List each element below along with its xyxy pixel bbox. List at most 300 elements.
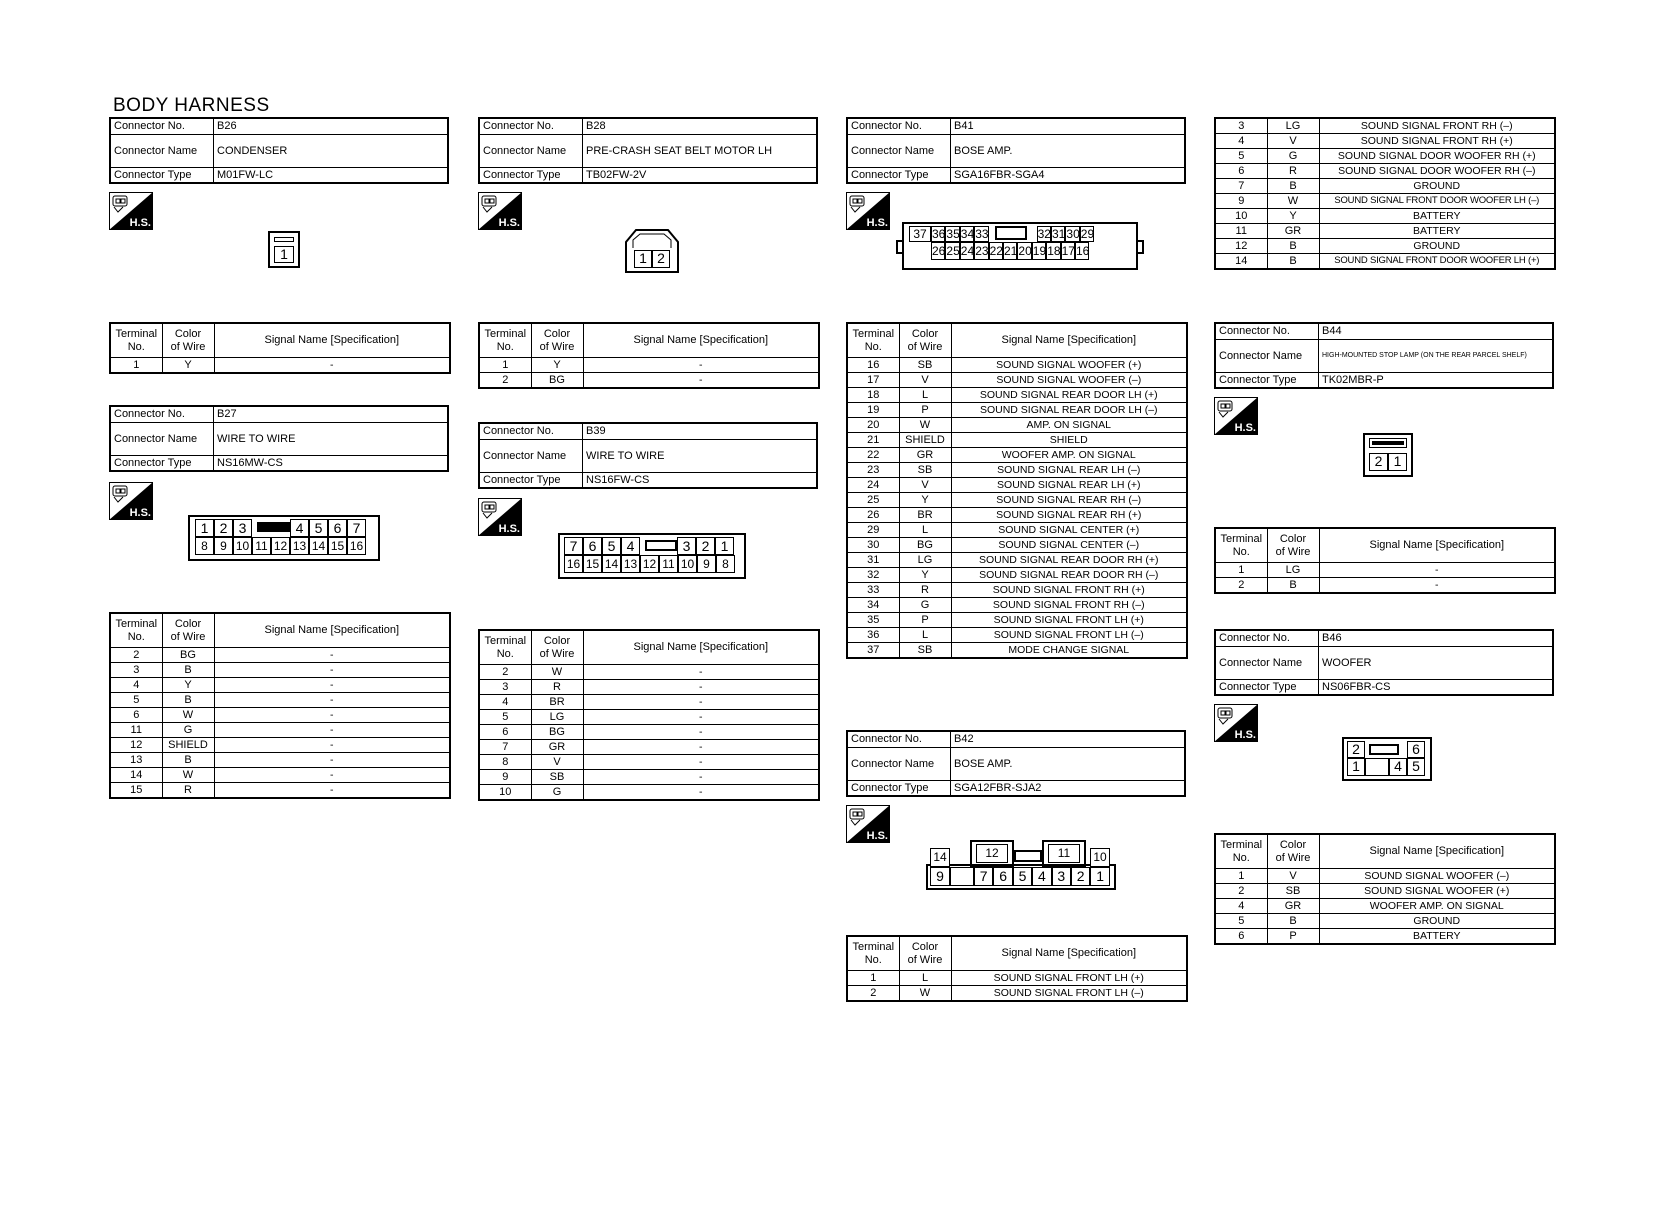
connector-face-b46 [1342, 737, 1432, 781]
signal-name-cell: BATTERY [1319, 209, 1555, 224]
terminal-no-cell: 11 [1215, 224, 1267, 239]
terminal-no-cell: 12 [110, 738, 162, 753]
pin: 14 [930, 848, 950, 867]
pin: 1 [1347, 758, 1365, 776]
terminal-no-cell: 5 [1215, 149, 1267, 164]
pin: 25 [946, 244, 960, 258]
harness-side-icon [1214, 704, 1258, 742]
signal-name-cell: SOUND SIGNAL FRONT RH (–) [1319, 118, 1555, 134]
terminal-no-cell: 4 [110, 678, 162, 693]
terminal-no-cell: 1 [1215, 563, 1267, 578]
harness-side-icon [478, 498, 522, 536]
header-line: No. [1232, 851, 1250, 864]
table-row [479, 770, 819, 785]
signal-name-cell: - [583, 665, 819, 680]
pin: 16 [347, 537, 366, 555]
signal-name-cell: SOUND SIGNAL CENTER (–) [951, 538, 1187, 553]
terminal-no-cell: 10 [1215, 209, 1267, 224]
wire-color-cell: SB [899, 463, 951, 478]
wire-color-cell: R [531, 680, 583, 695]
wire-color-cell: V [899, 478, 951, 493]
terminal-no-cell: 20 [847, 418, 899, 433]
header-line: Color [543, 634, 571, 647]
pin: 13 [290, 537, 309, 555]
pin: 12 [271, 537, 290, 555]
table-row [110, 738, 450, 753]
page-title: BODY HARNESS [113, 95, 270, 116]
table-row [110, 663, 450, 678]
color-header [531, 630, 583, 665]
terminal-no-cell: 19 [847, 403, 899, 418]
wire-color-cell: W [162, 768, 214, 783]
wire-color-cell: BG [531, 725, 583, 740]
table-row [479, 755, 819, 770]
pin: 10 [1090, 848, 1110, 867]
signal-name-header: Signal Name [Specification] [583, 323, 819, 358]
wire-color-cell: R [1267, 164, 1319, 179]
table-row [847, 478, 1187, 493]
wire-color-cell: B [1267, 179, 1319, 194]
pin: 2 [1347, 741, 1365, 758]
hs-label: H.S. [129, 217, 151, 229]
harness-side-icon [109, 482, 153, 520]
table-row [479, 785, 819, 801]
table-row [847, 448, 1187, 463]
wire-color-cell: P [899, 613, 951, 628]
connector-info-b44 [1214, 322, 1554, 389]
terminal-no-cell: 15 [110, 783, 162, 799]
table-row [110, 648, 450, 663]
terminal-no-cell: 6 [479, 725, 531, 740]
pin: 1 [274, 246, 294, 263]
table-row [110, 678, 450, 693]
pin: 2 [696, 537, 715, 555]
connector-type-value: TK02MBR-P [1319, 372, 1554, 388]
connector-no-label: Connector No. [847, 118, 951, 134]
table-row [1215, 578, 1555, 594]
terminal-no-cell: 31 [847, 553, 899, 568]
terminal-no-cell: 5 [479, 710, 531, 725]
pin: 30 [1066, 227, 1080, 241]
terminal-no-cell: 22 [847, 448, 899, 463]
table-row [1215, 884, 1555, 899]
terminal-no-cell: 6 [1215, 164, 1267, 179]
terminal-table-b44 [1214, 527, 1556, 594]
wire-color-cell: W [1267, 194, 1319, 209]
pin: 33 [975, 227, 989, 241]
terminal-no-cell: 2 [1215, 578, 1267, 594]
harness-side-icon [846, 805, 890, 843]
terminal-no-cell: 14 [110, 768, 162, 783]
signal-name-cell: - [583, 725, 819, 740]
signal-name-header: Signal Name [Specification] [214, 323, 450, 358]
signal-name-cell: SOUND SIGNAL FRONT RH (+) [1319, 134, 1555, 149]
signal-name-cell: SOUND SIGNAL FRONT LH (–) [951, 986, 1187, 1002]
table-row [847, 583, 1187, 598]
signal-name-cell: - [214, 753, 450, 768]
signal-name-cell: SOUND SIGNAL FRONT RH (–) [951, 598, 1187, 613]
wire-color-cell: L [899, 388, 951, 403]
wire-color-cell: Y [899, 493, 951, 508]
signal-name-cell: - [583, 695, 819, 710]
wire-color-cell: B [162, 753, 214, 768]
terminal-no-cell: 11 [110, 723, 162, 738]
signal-name-cell: GROUND [1319, 914, 1555, 929]
signal-name-header: Signal Name [Specification] [1319, 528, 1555, 563]
wire-color-cell: BR [531, 695, 583, 710]
connector-name-value: WIRE TO WIRE [214, 422, 449, 455]
wire-color-cell: L [899, 628, 951, 643]
connector-no-value: B41 [951, 118, 1186, 134]
wire-color-cell: B [162, 693, 214, 708]
terminal-no-cell: 3 [1215, 118, 1267, 134]
connector-name-value: WIRE TO WIRE [583, 439, 818, 472]
wire-color-cell: SB [531, 770, 583, 785]
table-row [847, 418, 1187, 433]
terminal-no-cell: 23 [847, 463, 899, 478]
pin: 32 [1037, 227, 1051, 241]
header-line: Color [911, 327, 939, 340]
signal-name-cell: - [583, 785, 819, 801]
terminal-no-cell: 26 [847, 508, 899, 523]
wire-color-cell: W [531, 665, 583, 680]
terminal-no-cell: 7 [1215, 179, 1267, 194]
terminal-no-cell: 17 [847, 373, 899, 388]
hs-label: H.S. [498, 217, 520, 229]
pin: 4 [1032, 867, 1051, 886]
harness-side-icon [478, 192, 522, 230]
pin: 12 [640, 555, 659, 573]
pin: 17 [1061, 244, 1075, 258]
terminal-no-cell: 12 [1215, 239, 1267, 254]
signal-name-cell: AMP. ON SIGNAL [951, 418, 1187, 433]
terminal-table-b41 [846, 322, 1188, 659]
terminal-no-cell: 3 [479, 680, 531, 695]
header-line: Terminal [852, 940, 895, 953]
pin: 18 [1047, 244, 1061, 258]
table-row [479, 358, 819, 373]
table-row [110, 358, 450, 374]
table-row [110, 753, 450, 768]
terminal-no-cell: 35 [847, 613, 899, 628]
header-line: Color [174, 327, 202, 340]
terminal-table-b46 [1214, 833, 1556, 945]
signal-name-cell: - [583, 680, 819, 695]
pin: 4 [1389, 758, 1407, 776]
connector-type-label: Connector Type [479, 167, 583, 183]
header-line: Color [543, 327, 571, 340]
pin: 8 [716, 555, 735, 573]
pin: 4 [290, 519, 309, 537]
table-row [1215, 254, 1555, 270]
connector-face-b27 [188, 515, 380, 561]
pin: 15 [583, 555, 602, 573]
connector-name-value: PRE-CRASH SEAT BELT MOTOR LH [583, 134, 818, 167]
table-row [479, 710, 819, 725]
connector-no-label: Connector No. [479, 118, 583, 134]
header-line: No. [496, 340, 514, 353]
table-row [1215, 164, 1555, 179]
signal-name-cell: SOUND SIGNAL REAR LH (+) [951, 478, 1187, 493]
pin: 7 [974, 867, 993, 886]
signal-name-cell: SOUND SIGNAL REAR DOOR LH (–) [951, 403, 1187, 418]
wire-color-cell: V [899, 373, 951, 388]
pin: 16 [564, 555, 583, 573]
table-row [847, 523, 1187, 538]
terminal-no-header [479, 323, 531, 358]
table-row [847, 493, 1187, 508]
terminal-no-cell: 14 [1215, 254, 1267, 270]
color-header [1267, 528, 1319, 563]
header-line: Terminal [484, 327, 527, 340]
terminal-no-cell: 8 [479, 755, 531, 770]
wire-color-cell: GR [531, 740, 583, 755]
connector-type-value: NS16FW-CS [583, 472, 818, 488]
pin: 5 [1407, 758, 1425, 776]
harness-side-icon [109, 192, 153, 230]
pin: 1 [634, 250, 652, 268]
connector-type-label: Connector Type [1215, 679, 1319, 695]
terminal-no-cell: 18 [847, 388, 899, 403]
header-line: No. [1232, 545, 1250, 558]
header-line: No. [127, 340, 145, 353]
connector-name-label: Connector Name [110, 134, 214, 167]
harness-side-icon [846, 192, 890, 230]
signal-name-cell: SOUND SIGNAL DOOR WOOFER RH (+) [1319, 149, 1555, 164]
terminal-no-cell: 24 [847, 478, 899, 493]
wire-color-cell: Y [162, 358, 214, 374]
signal-name-cell: - [1319, 563, 1555, 578]
connector-face-b44 [1363, 433, 1413, 477]
signal-name-cell: SOUND SIGNAL FRONT LH (+) [951, 971, 1187, 986]
table-row [847, 373, 1187, 388]
pin: 34 [960, 227, 975, 241]
signal-name-cell: SOUND SIGNAL CENTER (+) [951, 523, 1187, 538]
connector-name-value: BOSE AMP. [951, 747, 1186, 780]
connector-no-label: Connector No. [110, 118, 214, 134]
table-row [1215, 899, 1555, 914]
table-row [479, 665, 819, 680]
terminal-no-cell: 6 [1215, 929, 1267, 945]
pin: 11 [1048, 844, 1080, 863]
terminal-table-b26 [109, 322, 451, 374]
table-row [110, 693, 450, 708]
wire-color-cell: BG [162, 648, 214, 663]
table-row [847, 538, 1187, 553]
connector-name-label: Connector Name [479, 439, 583, 472]
connector-name-label: Connector Name [847, 747, 951, 780]
header-line: Color [1279, 838, 1307, 851]
wire-color-cell: G [899, 598, 951, 613]
table-row [847, 643, 1187, 659]
terminal-no-cell: 16 [847, 358, 899, 373]
header-line: of Wire [1275, 545, 1311, 558]
connector-no-value: B28 [583, 118, 818, 134]
signal-name-cell: SOUND SIGNAL REAR DOOR LH (+) [951, 388, 1187, 403]
pin: 35 [946, 227, 960, 241]
signal-name-cell: - [214, 738, 450, 753]
hs-label: H.S. [1234, 422, 1256, 434]
pin: 10 [233, 537, 252, 555]
signal-name-cell: BATTERY [1319, 224, 1555, 239]
connector-type-label: Connector Type [479, 472, 583, 488]
connector-info-b28 [478, 117, 818, 184]
pin: 3 [677, 537, 696, 555]
pin: 24 [960, 244, 975, 258]
connector-name-label: Connector Name [847, 134, 951, 167]
header-line: No. [864, 340, 882, 353]
table-row [1215, 563, 1555, 578]
header-line: Color [174, 617, 202, 630]
hs-label: H.S. [866, 217, 888, 229]
header-line: of Wire [539, 647, 575, 660]
terminal-no-cell: 2 [1215, 884, 1267, 899]
connector-info-b39 [478, 422, 818, 489]
connector-name-label: Connector Name [110, 422, 214, 455]
connector-type-label: Connector Type [847, 167, 951, 183]
empty-cavity [1365, 758, 1389, 776]
pin: 31 [1052, 227, 1066, 241]
connector-name-label: Connector Name [1215, 646, 1319, 679]
header-line: of Wire [907, 953, 943, 966]
signal-name-cell: SOUND SIGNAL REAR DOOR RH (+) [951, 553, 1187, 568]
pin: 8 [195, 537, 214, 555]
terminal-table-b27 [109, 612, 451, 799]
signal-name-cell: SOUND SIGNAL REAR DOOR RH (–) [951, 568, 1187, 583]
wire-color-cell: V [531, 755, 583, 770]
signal-name-cell: - [1319, 578, 1555, 594]
header-line: Color [1279, 532, 1307, 545]
pin: 1 [715, 537, 734, 555]
signal-name-cell: GROUND [1319, 239, 1555, 254]
header-line: Terminal [852, 327, 895, 340]
pin: 2 [1369, 453, 1388, 471]
pin: 9 [697, 555, 716, 573]
table-row [1215, 149, 1555, 164]
wire-color-cell: BG [899, 538, 951, 553]
terminal-no-cell: 21 [847, 433, 899, 448]
connector-type-value: SGA16FBR-SGA4 [951, 167, 1186, 183]
wire-color-cell: SHIELD [899, 433, 951, 448]
wire-color-cell: Y [899, 568, 951, 583]
table-row [1215, 209, 1555, 224]
terminal-no-cell: 9 [479, 770, 531, 785]
pin: 14 [602, 555, 621, 573]
pin: 4 [621, 537, 640, 555]
wire-color-cell: LG [531, 710, 583, 725]
wire-color-cell: L [899, 971, 951, 986]
wire-color-cell: LG [1267, 118, 1319, 134]
table-row [847, 971, 1187, 986]
pin: 22 [989, 244, 1003, 258]
signal-name-cell: SOUND SIGNAL REAR RH (–) [951, 493, 1187, 508]
wire-color-cell: P [1267, 929, 1319, 945]
connector-name-value: BOSE AMP. [951, 134, 1186, 167]
connector-info-b42 [846, 730, 1186, 797]
terminal-no-cell: 1 [847, 971, 899, 986]
hs-label: H.S. [498, 523, 520, 535]
terminal-no-cell: 33 [847, 583, 899, 598]
table-row [479, 373, 819, 389]
pin: 12 [976, 844, 1008, 863]
connector-type-label: Connector Type [110, 167, 214, 183]
signal-name-cell: BATTERY [1319, 929, 1555, 945]
wire-color-cell: SB [899, 643, 951, 659]
signal-name-cell: SOUND SIGNAL FRONT DOOR WOOFER LH (–) [1319, 194, 1555, 209]
wire-color-cell: P [899, 403, 951, 418]
pin: 6 [583, 537, 602, 555]
terminal-no-cell: 4 [479, 695, 531, 710]
wire-color-cell: GR [1267, 224, 1319, 239]
signal-name-cell: SOUND SIGNAL WOOFER (–) [951, 373, 1187, 388]
connector-face-b28 [624, 228, 680, 274]
connector-no-label: Connector No. [1215, 630, 1319, 646]
header-line: Color [911, 940, 939, 953]
connector-no-value: B39 [583, 423, 818, 439]
connector-info-b27 [109, 405, 449, 472]
connector-info-b46 [1214, 629, 1554, 696]
connector-type-value: TB02FW-2V [583, 167, 818, 183]
wire-color-cell: B [1267, 578, 1319, 594]
header-line: Terminal [115, 327, 158, 340]
connector-face-b26 [268, 231, 300, 268]
pin: 36 [932, 227, 946, 241]
header-line: Terminal [1220, 838, 1263, 851]
wire-color-cell: SB [1267, 884, 1319, 899]
wire-color-cell: B [1267, 914, 1319, 929]
connector-name-label: Connector Name [1215, 339, 1319, 372]
terminal-no-cell: 34 [847, 598, 899, 613]
pin: 3 [1052, 867, 1071, 886]
pin: 11 [659, 555, 678, 573]
hs-label: H.S. [1234, 729, 1256, 741]
pin: 13 [621, 555, 640, 573]
table-row [110, 708, 450, 723]
terminal-table-b42-continued [1214, 117, 1556, 270]
terminal-no-cell: 2 [847, 986, 899, 1002]
color-header [1267, 834, 1319, 869]
signal-name-cell: - [583, 358, 819, 373]
color-header [162, 613, 214, 648]
terminal-no-header [110, 613, 162, 648]
pin: 5 [309, 519, 328, 537]
connector-info-b41 [846, 117, 1186, 184]
wire-color-cell: Y [531, 358, 583, 373]
pin: 1 [1090, 867, 1109, 886]
terminal-no-cell: 29 [847, 523, 899, 538]
signal-name-cell: SOUND SIGNAL REAR RH (+) [951, 508, 1187, 523]
signal-name-cell: SOUND SIGNAL WOOFER (+) [951, 358, 1187, 373]
wire-color-cell: BR [899, 508, 951, 523]
terminal-no-cell: 25 [847, 493, 899, 508]
header-line: of Wire [907, 340, 943, 353]
terminal-no-cell: 3 [110, 663, 162, 678]
table-row [110, 768, 450, 783]
pin: 6 [993, 867, 1012, 886]
connector-name-value: WOOFER [1319, 646, 1554, 679]
connector-type-value: NS06FBR-CS [1319, 679, 1554, 695]
table-row [1215, 134, 1555, 149]
connector-face-b42 [926, 840, 1116, 890]
signal-name-cell: SHIELD [951, 433, 1187, 448]
terminal-no-cell: 2 [479, 665, 531, 680]
wire-color-cell: B [162, 663, 214, 678]
pin: 2 [1071, 867, 1090, 886]
color-header [899, 323, 951, 358]
connector-type-label: Connector Type [847, 780, 951, 796]
pin: 21 [1004, 244, 1018, 258]
wire-color-cell: R [899, 583, 951, 598]
